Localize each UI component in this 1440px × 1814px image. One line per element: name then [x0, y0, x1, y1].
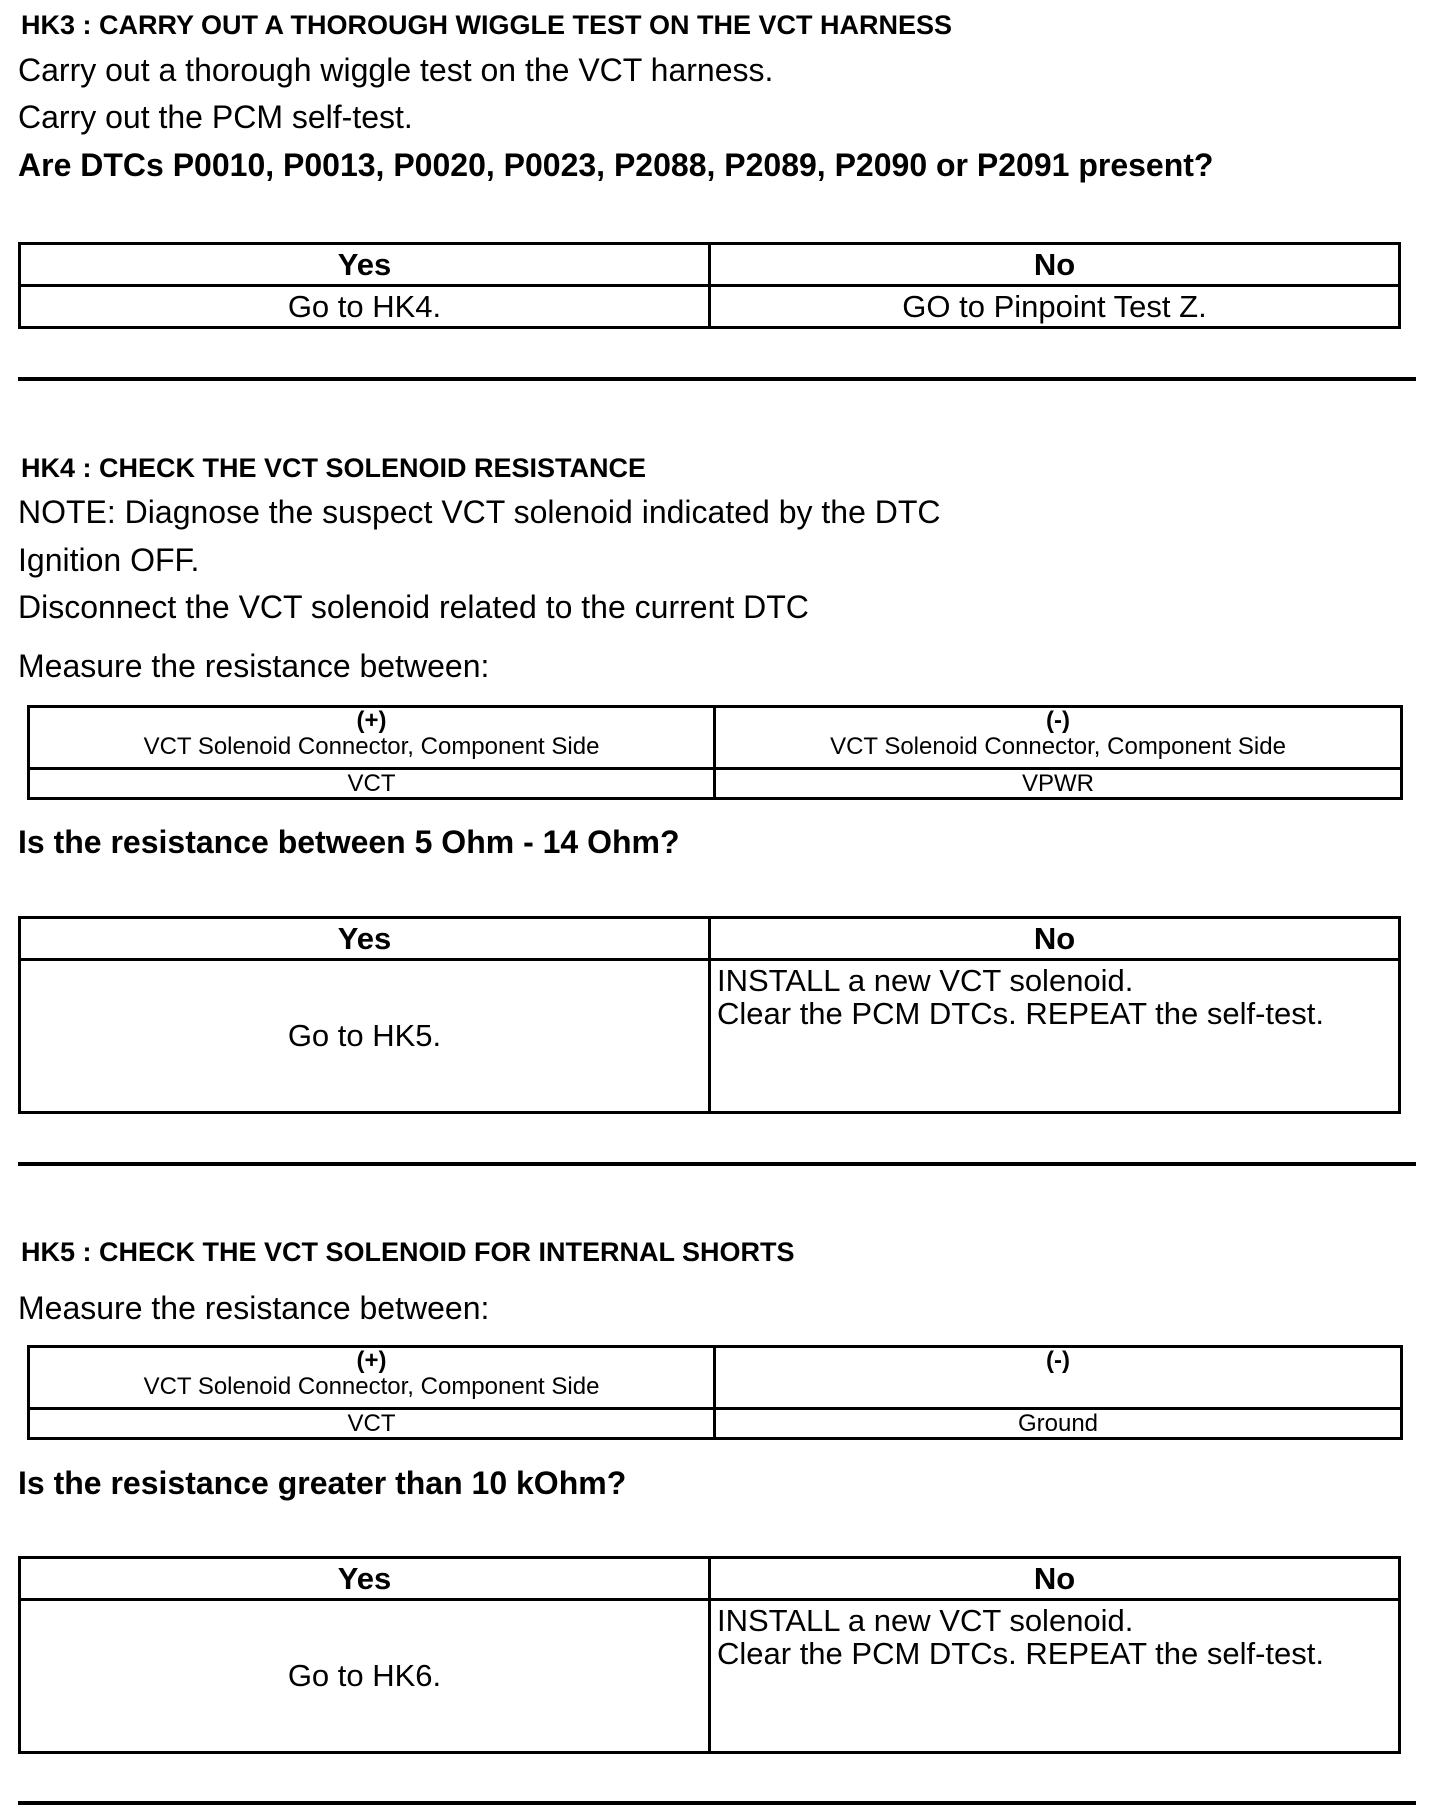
- hk5-measurement-table: [27, 1345, 1403, 1440]
- no-action-line: INSTALL a new VCT solenoid.: [717, 1603, 1134, 1638]
- hk4-measure-label: Measure the resistance between:: [18, 648, 490, 684]
- section-divider: [18, 1162, 1416, 1166]
- no-header: No: [710, 244, 1400, 286]
- plus-symbol: (+): [356, 1347, 387, 1374]
- yes-header: Yes: [20, 918, 710, 960]
- no-action-line: INSTALL a new VCT solenoid.: [717, 963, 1134, 998]
- hk3-instruction: Carry out a thorough wiggle test on the VCT harness.: [18, 52, 774, 88]
- hk5-heading: HK5 : CHECK THE VCT SOLENOID FOR INTERNAL SHORTS: [21, 1237, 795, 1267]
- yes-action: Go to HK6.: [20, 1600, 710, 1753]
- no-header: No: [710, 918, 1400, 960]
- hk3-question: Are DTCs P0010, P0013, P0020, P0023, P2088, P2089, P2090 or P2091 present?: [18, 147, 1214, 183]
- plus-description: VCT Solenoid Connector, Component Side: [143, 1373, 600, 1400]
- hk3-instruction: Carry out the PCM self-test.: [18, 99, 413, 135]
- plus-pin: VCT: [29, 769, 715, 799]
- minus-description: VCT Solenoid Connector, Component Side: [830, 733, 1286, 760]
- yes-header: Yes: [20, 1558, 710, 1600]
- minus-pin: VPWR: [715, 769, 1402, 799]
- minus-symbol: (-): [1046, 1347, 1070, 1374]
- plus-pin: VCT: [29, 1409, 715, 1439]
- minus-probe-cell: [715, 707, 1402, 769]
- minus-probe-cell: [715, 1347, 1402, 1409]
- yes-header: Yes: [20, 244, 710, 286]
- section-divider: [18, 1801, 1416, 1805]
- no-action-line: Clear the PCM DTCs. REPEAT the self-test.: [717, 1636, 1324, 1671]
- hk3-decision-table: [18, 242, 1401, 329]
- plus-symbol: (+): [356, 707, 387, 734]
- hk4-heading: HK4 : CHECK THE VCT SOLENOID RESISTANCE: [21, 453, 647, 483]
- minus-pin: Ground: [715, 1409, 1402, 1439]
- hk4-instruction: Ignition OFF.: [18, 542, 200, 578]
- no-action: GO to Pinpoint Test Z.: [710, 286, 1400, 328]
- minus-symbol: (-): [1046, 707, 1070, 734]
- section-divider: [18, 377, 1416, 381]
- hk5-decision-table: [18, 1556, 1401, 1754]
- hk4-decision-table: [18, 916, 1401, 1114]
- plus-probe-cell: [29, 1347, 715, 1409]
- plus-probe-cell: [29, 707, 715, 769]
- yes-action: Go to HK4.: [20, 286, 710, 328]
- hk3-heading: HK3 : CARRY OUT A THOROUGH WIGGLE TEST ON THE VCT HARNESS: [21, 10, 953, 40]
- no-header: No: [710, 1558, 1400, 1600]
- hk5-question: Is the resistance greater than 10 kOhm?: [18, 1465, 627, 1501]
- no-action-line: Clear the PCM DTCs. REPEAT the self-test.: [717, 996, 1324, 1031]
- yes-action: Go to HK5.: [20, 960, 710, 1113]
- hk4-instruction: Disconnect the VCT solenoid related to the current DTC: [18, 589, 809, 625]
- hk4-measurement-table: [27, 705, 1403, 800]
- hk4-question: Is the resistance between 5 Ohm - 14 Ohm?: [18, 824, 680, 860]
- no-action: [710, 1600, 1400, 1753]
- plus-description: VCT Solenoid Connector, Component Side: [143, 733, 600, 760]
- hk5-measure-label: Measure the resistance between:: [18, 1290, 490, 1326]
- no-action: [710, 960, 1400, 1113]
- hk4-note: NOTE: Diagnose the suspect VCT solenoid indicated by the DTC: [18, 494, 941, 530]
